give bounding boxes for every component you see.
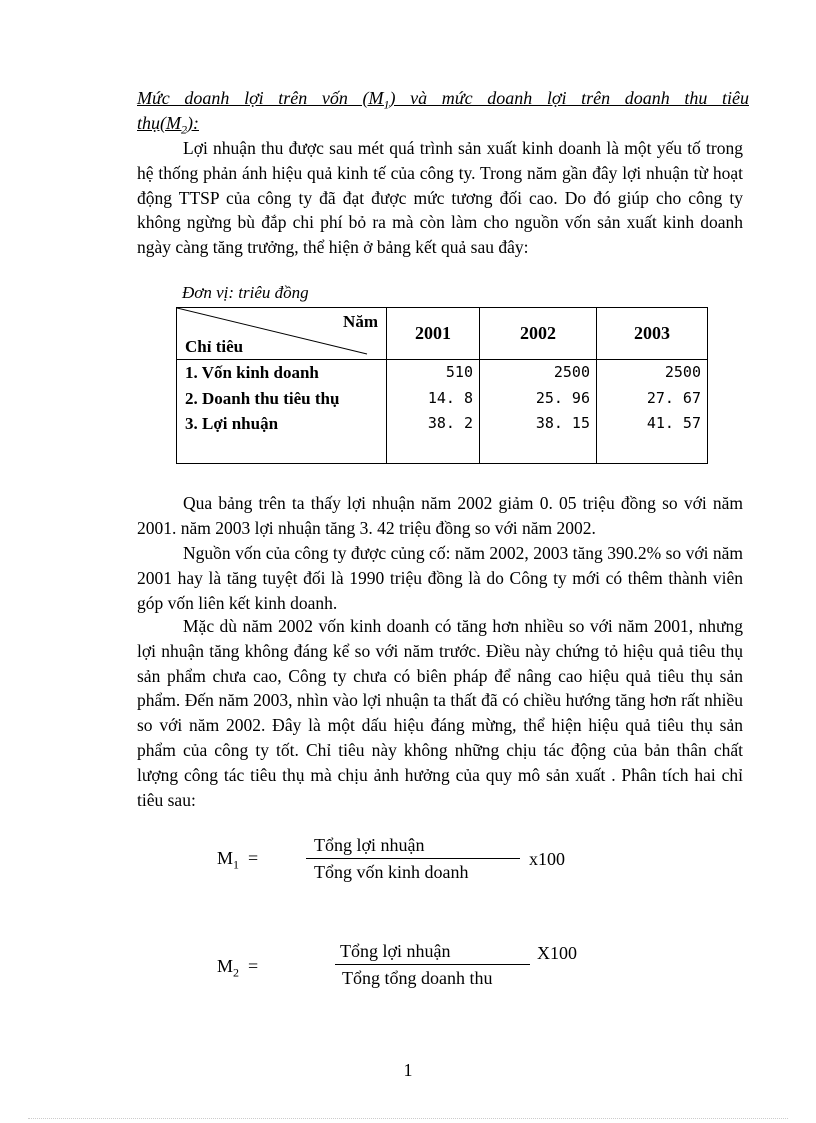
table-value: 510 <box>445 363 473 381</box>
row-label: 2. Doanh thu tiêu thụ <box>185 388 340 408</box>
values-2001-cell <box>387 360 480 464</box>
formula-m1-denominator: Tổng vốn kinh doanh <box>314 862 469 882</box>
formula-m2-factor: X100 <box>537 943 577 963</box>
table-value: 38. 15 <box>535 414 590 432</box>
table-value: 2500 <box>664 363 701 381</box>
paragraph-capital: Nguồn vốn của công ty được củng cố: năm 2002, 2003 tăng 390.2% so với năm 2001 hay là tăng tuyệt đối là 1990 triệu đồng là do Công ty mới có thêm thành viên góp vốn liên kết kinh doanh. <box>137 543 743 613</box>
formula-m2-numerator: Tổng lợi nhuận <box>340 941 451 961</box>
section-heading-line2: $thụ(M_2)$: <box>137 113 199 137</box>
formula-m1-numerator: Tổng lợi nhuận <box>314 835 425 855</box>
row-label: 1. Vốn kinh doanh <box>185 363 319 382</box>
section-heading-line1: Mức doanh lợi trên vốn $(M_1)$ và mức doanh lợi trên doanh thu tiêu <box>137 88 749 112</box>
header-year-2002: 2002 <box>480 308 597 360</box>
table-unit-label: Đơn vị: triêu đồng <box>182 283 309 302</box>
formula-m1-factor: x100 <box>529 849 565 869</box>
table-value: 41. 57 <box>646 414 701 432</box>
row-label: 3. Lợi nhuận <box>185 414 279 433</box>
values-2002-cell <box>480 360 597 464</box>
table-value: 25. 96 <box>535 388 590 407</box>
header-year-label: Năm <box>343 312 378 331</box>
header-year-2001: 2001 <box>387 308 480 360</box>
page-number: 1 <box>403 1060 413 1080</box>
page-bottom-rule <box>28 1118 788 1119</box>
row-labels-cell <box>177 360 387 464</box>
results-table <box>176 307 708 464</box>
paragraph-analysis: Mặc dù năm 2002 vốn kinh doanh có tăng hơn nhiều so với năm 2001, nhưng lợi nhuận tăng không đáng kể so với năm trước. Điều này chứng tỏ hiệu quả tiêu thụ sản phẩm chưa cao, Công ty chưa có biên pháp để nâng cao hiệu quả tiêu thụ sản phẩm. Đến năm 2003, nhìn vào lợi nhuận ta thất đã có chiều hướng tăng hơn rất nhiều so với năm 2002. Đây là một dấu hiệu đáng mừng, thể hiện hiệu quả tiêu thụ sản phẩm của công ty tốt. Chỉ tiêu này không những chịu tác động của bản thân chất lượng công tác tiêu thụ mà chịu ảnh hưởng của quy mô sản xuất . Phân tích hai chỉ tiêu sau: <box>137 616 743 810</box>
fraction-line <box>306 858 520 859</box>
fraction-line <box>335 964 530 965</box>
header-indicator-label: Chỉ tiêu <box>185 337 244 356</box>
paragraph-intro: Lợi nhuận thu được sau mét quá trình sản xuất kinh doanh là một yếu tố trong hệ thống phản ánh hiệu quả kinh tế của công ty. Trong năm gần đây lợi nhuận từ hoạt động TTSP của công ty đã đạt được mức tương đối cao. Do đó giúp cho công ty không ngừng bù đắp chi phí bỏ ra mà còn làm cho nguồn vốn sản xuất kinh doanh ngày càng tăng trưởng, thể hiện ở bảng kết quả sau đây: <box>137 138 743 258</box>
paragraph-profit-comparison: Qua bảng trên ta thấy lợi nhuận năm 2002 giảm 0. 05 triệu đồng so với năm 2001. năm 2003 lợi nhuận tăng 3. 42 triệu đồng so với năm 2002. <box>137 493 743 538</box>
table-value: 14. 8 <box>427 388 473 407</box>
formula-m1-symbol: $M_1$ = <box>217 848 259 872</box>
formula-m2-denominator: Tổng tổng doanh thu <box>342 968 493 988</box>
formula-m2-symbol: $M_2$ = <box>217 956 259 980</box>
table-value: 2500 <box>553 363 590 381</box>
header-year-2003: 2003 <box>597 308 708 360</box>
table-value: 27. 67 <box>646 388 701 407</box>
values-2003-cell <box>597 360 708 464</box>
table-corner-cell <box>177 308 387 360</box>
table-value: 38. 2 <box>427 414 473 432</box>
